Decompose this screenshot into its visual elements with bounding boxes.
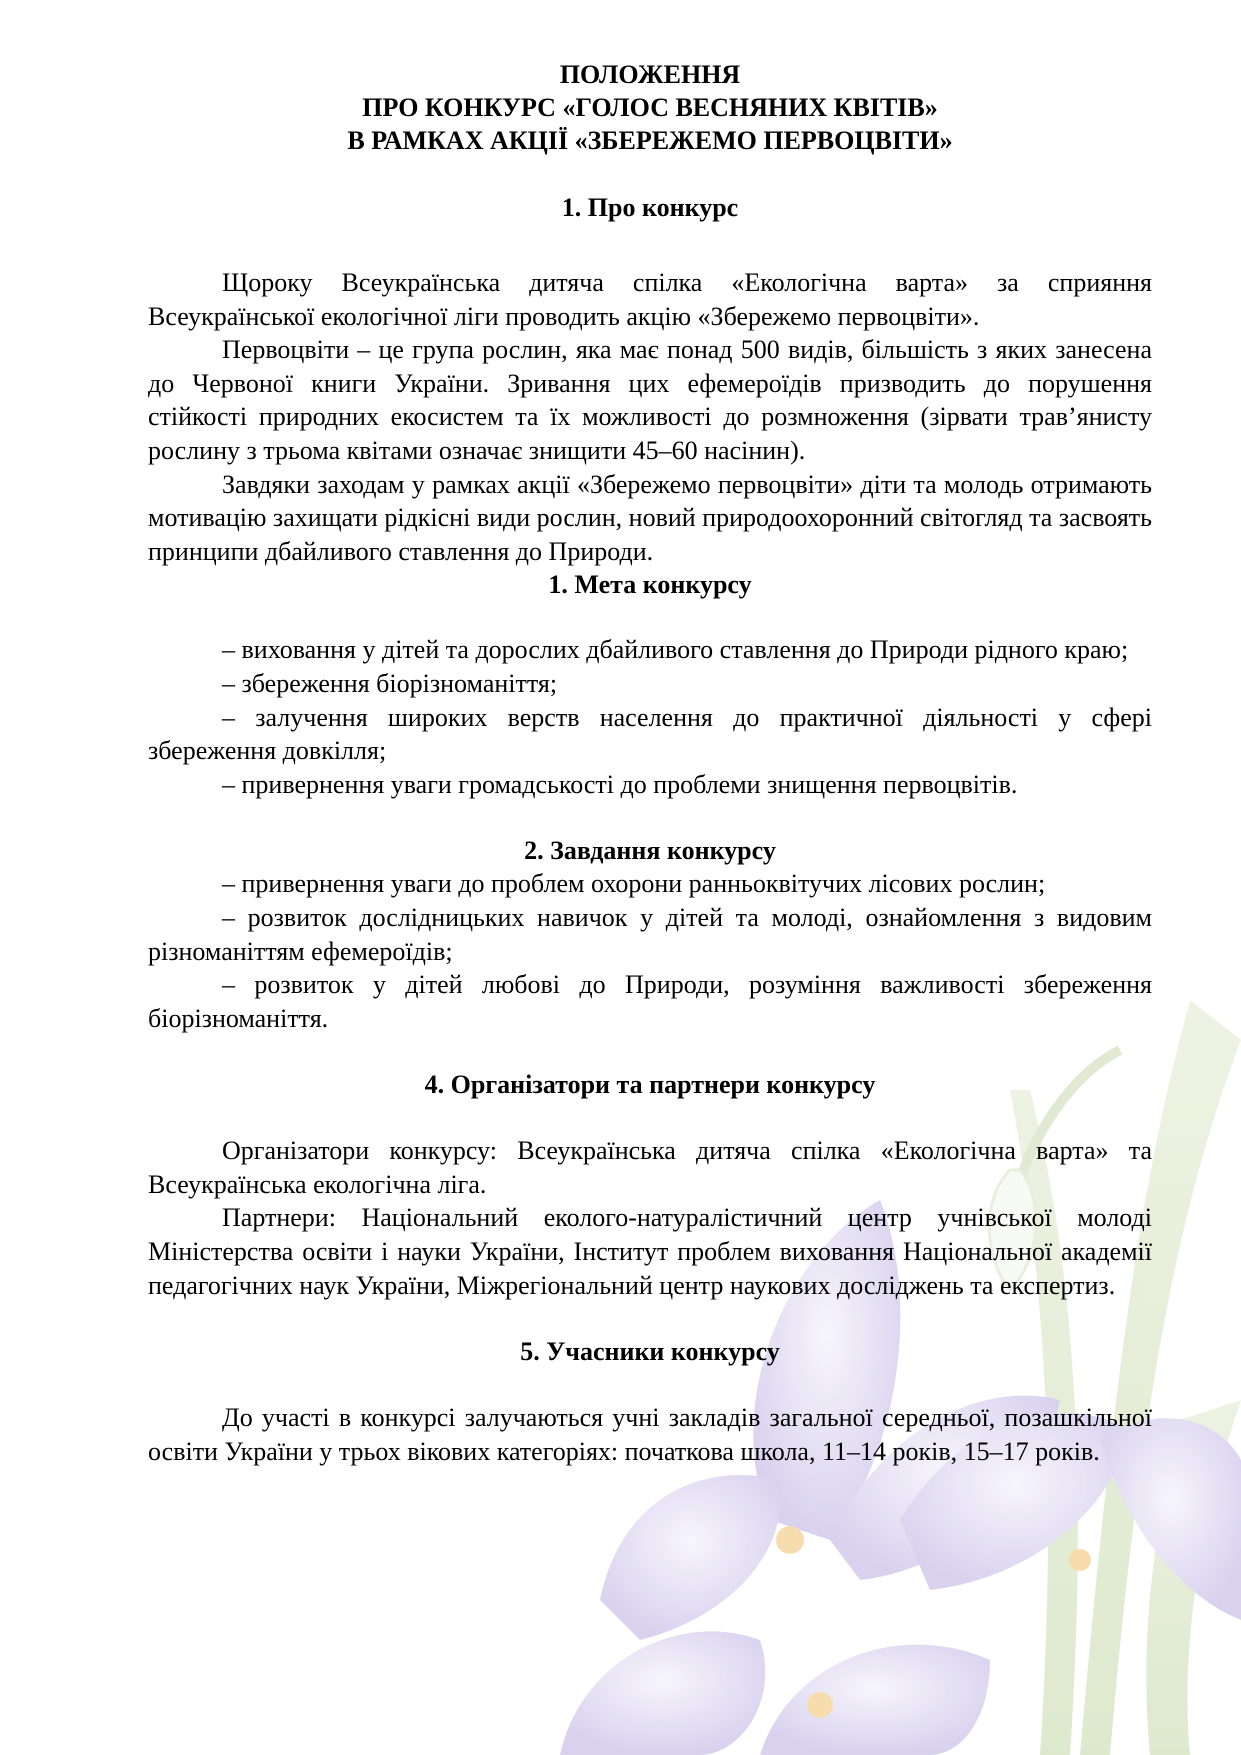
section-about bbox=[148, 191, 1152, 568]
list-item: – розвиток дослідницьких навичок у дітей та молоді, ознайомлення з видовим різноманіттям ефемероїдів; bbox=[148, 902, 1152, 966]
document-page bbox=[148, 58, 1152, 1468]
section-heading: 5. Учасники конкурсу bbox=[520, 1337, 780, 1367]
section-heading: 1. Мета конкурсу bbox=[548, 570, 752, 600]
paragraph: Первоцвіти – це група рослин, яка має понад 500 видів, більшість з яких занесена до Червоної книги України. Зривання цих ефемероїдів призводить до порушення стійкості природних екосистем та їх можливості до розмноження (зірвати трав’янисту рослину з трьома квітами означає знищити 45–60 насінин). bbox=[148, 335, 1152, 465]
crocus-petal bbox=[560, 1631, 765, 1755]
crocus-stamen bbox=[776, 1526, 804, 1554]
section-participants bbox=[148, 1335, 1152, 1468]
paragraph: Організатори конкурсу: Всеукраїнська дитяча спілка «Екологічна варта» та Всеукраїнська екологічна ліга. bbox=[148, 1136, 1152, 1199]
list-item: – привернення уваги громадськості до проблеми знищення первоцвітів. bbox=[222, 769, 1018, 799]
list-item: – виховання у дітей та дорослих дбайливого ставлення до Природи рідного краю; bbox=[222, 635, 1129, 665]
list-item: – збереження біорізноманіття; bbox=[222, 668, 558, 698]
crocus-petal bbox=[760, 1645, 990, 1755]
list-item: – залучення широких верств населення до практичної діяльності у сфері збереження довкілля; bbox=[148, 702, 1152, 766]
title-line: ПОЛОЖЕННЯ bbox=[559, 60, 741, 89]
crocus-petal bbox=[600, 1475, 781, 1640]
list-item: – розвиток у дітей любові до Природи, розуміння важливості збереження біорізноманіття. bbox=[148, 970, 1152, 1033]
paragraph: Щороку Всеукраїнська дитяча спілка «Екологічна варта» за сприяння Всеукраїнської екологічної ліги проводить акцію «Збережемо первоцвіти». bbox=[148, 268, 1152, 331]
paragraph: Партнери: Національний еколого-натуралістичний центр учнівської молоді Міністерства освіти і науки України, Інститут проблем виховання Національної академії педагогічних наук України, Міжрегіональний центр наукових досліджень та експертиз. bbox=[148, 1203, 1152, 1300]
title-line: ПРО КОНКУРС «ГОЛОС ВЕСНЯНИХ КВІТІВ» bbox=[362, 93, 938, 122]
paragraph: До участі в конкурсі залучаються учні закладів загальної середньої, позашкільної освіти України у трьох вікових категоріях: початкова школа, 11–14 років, 15–17 років. bbox=[148, 1403, 1152, 1466]
section-organizers bbox=[148, 1068, 1152, 1302]
crocus-stamen bbox=[807, 1692, 833, 1718]
section-goal bbox=[148, 568, 1152, 801]
section-heading: 2. Завдання конкурсу bbox=[524, 836, 776, 866]
document-title bbox=[148, 58, 1152, 157]
list-item: – привернення уваги до проблем охорони ранньоквітучих лісових рослин; bbox=[222, 869, 1046, 899]
section-tasks bbox=[148, 834, 1152, 1035]
crocus-stamen bbox=[1069, 1549, 1091, 1571]
section-heading: 4. Організатори та партнери конкурсу bbox=[424, 1070, 876, 1100]
section-heading: 1. Про конкурс bbox=[561, 193, 739, 222]
title-line: В РАМКАХ АКЦІЇ «ЗБЕРЕЖЕМО ПЕРВОЦВІТИ» bbox=[347, 126, 953, 155]
paragraph: Завдяки заходам у рамках акції «Збережемо первоцвіти» діти та молодь отримають мотивацію захищати рідкісні види рослин, новий природоохоронний світогляд та засвоять принципи дбайливого ставлення до Природи. bbox=[148, 469, 1152, 566]
